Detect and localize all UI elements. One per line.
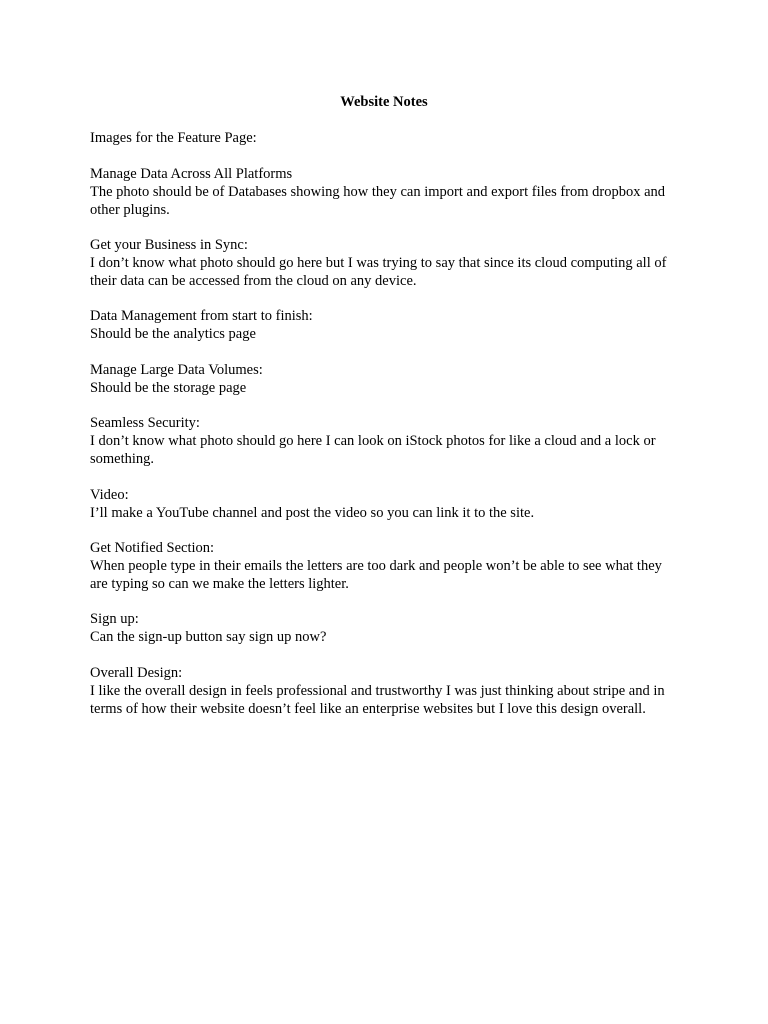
section-data-management <box>90 307 680 343</box>
section-body: I’ll make a YouTube channel and post the video so you can link it to the site. <box>90 505 535 521</box>
section-body: I don’t know what photo should go here but I was trying to say that since its cloud computing all of their data can be accessed from the cloud on any device. <box>90 255 667 289</box>
section-heading: Manage Data Across All Platforms <box>90 166 293 182</box>
section-body: I don’t know what photo should go here I can look on iStock photos for like a cloud and a lock or something. <box>90 433 656 467</box>
document-title: Website Notes <box>340 94 428 110</box>
section-heading: Data Management from start to finish: <box>90 308 313 324</box>
section-heading: Overall Design: <box>90 665 183 681</box>
section-body: Should be the analytics page <box>90 326 256 342</box>
section-video <box>90 486 680 522</box>
intro-line: Images for the Feature Page: <box>90 130 257 146</box>
section-body: The photo should be of Databases showing how they can import and export files from dropbox and other plugins. <box>90 184 666 218</box>
section-seamless-security <box>90 414 680 468</box>
section-get-notified <box>90 539 680 593</box>
section-large-data-volumes <box>90 361 680 397</box>
section-heading: Sign up: <box>90 611 139 627</box>
section-body: Should be the storage page <box>90 380 247 396</box>
section-heading: Get your Business in Sync: <box>90 237 248 253</box>
section-body: When people type in their emails the letters are too dark and people won’t be able to see what they are typing so can we make the letters lighter. <box>90 558 662 592</box>
section-heading: Get Notified Section: <box>90 540 215 556</box>
section-heading: Seamless Security: <box>90 415 200 431</box>
section-business-sync <box>90 236 680 290</box>
section-sign-up <box>90 610 680 646</box>
section-heading: Manage Large Data Volumes: <box>90 362 263 378</box>
section-overall-design <box>90 664 680 718</box>
section-manage-data <box>90 165 680 219</box>
section-heading: Video: <box>90 487 129 503</box>
section-body: I like the overall design in feels professional and trustworthy I was just thinking about stripe and in terms of how their website doesn’t feel like an enterprise websites but I love this design overall. <box>90 683 665 717</box>
section-body: Can the sign-up button say sign up now? <box>90 629 327 645</box>
